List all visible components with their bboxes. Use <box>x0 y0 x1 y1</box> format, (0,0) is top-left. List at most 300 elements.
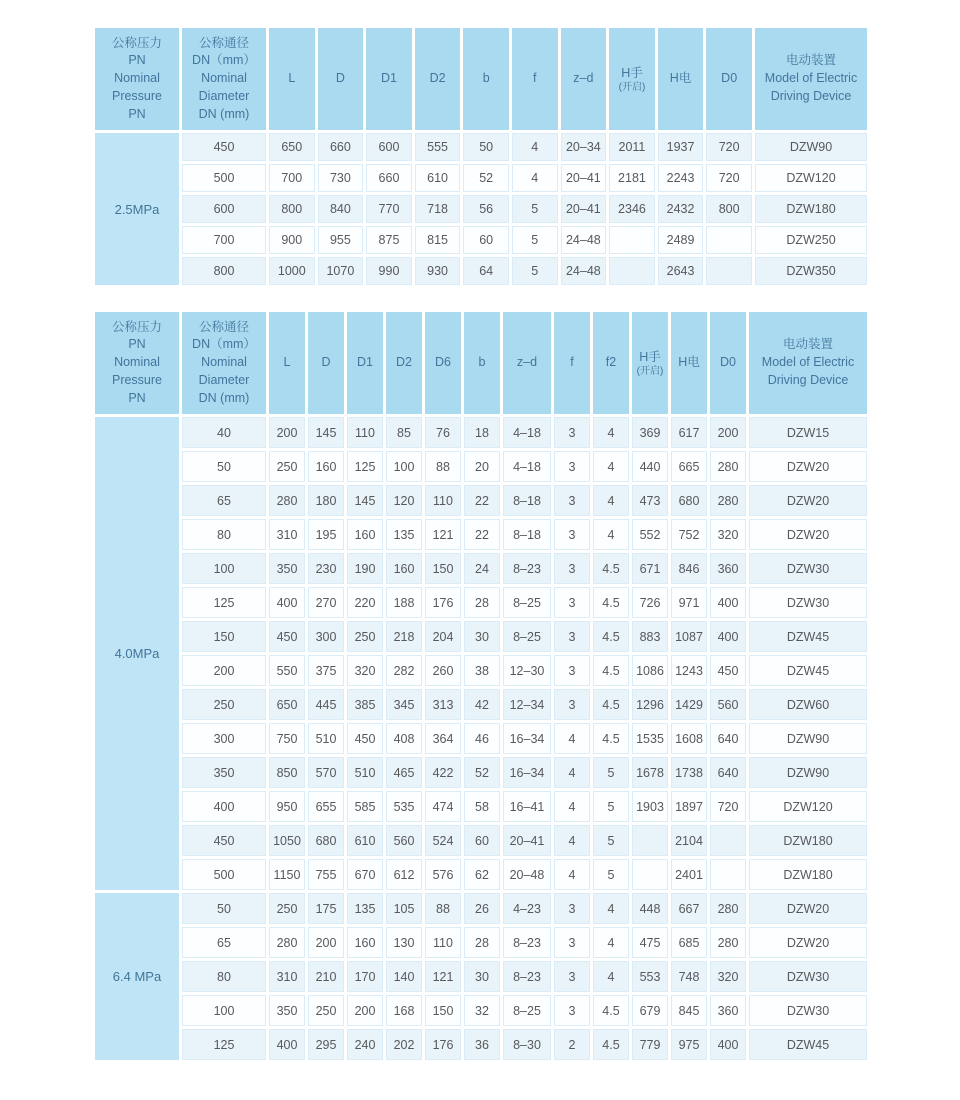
table-cell: 1937 <box>658 133 704 161</box>
table-cell: 80 <box>182 961 266 992</box>
table-cell: 1429 <box>671 689 707 720</box>
table-cell: 250 <box>269 893 305 924</box>
table-cell: 2346 <box>609 195 655 223</box>
column-header-dn <box>182 312 266 414</box>
column-header-D0 <box>706 28 752 130</box>
table-cell: DZW30 <box>749 995 867 1026</box>
table-cell: 510 <box>347 757 383 788</box>
table-cell: 1608 <box>671 723 707 754</box>
table-cell: 200 <box>347 995 383 1026</box>
table-cell: 170 <box>347 961 383 992</box>
table-row <box>95 587 867 618</box>
column-header-D2 <box>386 312 422 414</box>
table-cell: 400 <box>710 587 746 618</box>
table-cell: 679 <box>632 995 668 1026</box>
table-cell: 4–18 <box>503 451 551 482</box>
table-cell: 8–25 <box>503 587 551 618</box>
table-cell: 1678 <box>632 757 668 788</box>
header-line: D6 <box>435 355 451 370</box>
table-cell <box>609 226 655 254</box>
table-cell: 846 <box>671 553 707 584</box>
table-cell: 313 <box>425 689 461 720</box>
table-cell: 121 <box>425 519 461 550</box>
table-cell: 65 <box>182 485 266 516</box>
table-cell: 4 <box>593 893 629 924</box>
table-cell: 250 <box>308 995 344 1026</box>
table-cell <box>632 825 668 856</box>
table-cell: 560 <box>710 689 746 720</box>
header-line: f2 <box>605 355 617 370</box>
table-cell: 4.5 <box>593 621 629 652</box>
header-line: Diameter <box>198 372 250 387</box>
table-row <box>95 723 867 754</box>
table-cell: 850 <box>269 757 305 788</box>
table-cell: 8–18 <box>503 519 551 550</box>
header-line: DN（mm） <box>192 53 256 68</box>
table-cell: 4.5 <box>593 995 629 1026</box>
table-cell: 190 <box>347 553 383 584</box>
table-cell: 280 <box>710 893 746 924</box>
table-cell: 130 <box>386 927 422 958</box>
table-cell: 60 <box>463 226 509 254</box>
table-cell: 553 <box>632 961 668 992</box>
table-cell: 450 <box>182 133 266 161</box>
table-cell: 385 <box>347 689 383 720</box>
table-cell: DZW30 <box>749 961 867 992</box>
table-cell: 280 <box>710 451 746 482</box>
table-cell: 42 <box>464 689 500 720</box>
table-cell: 971 <box>671 587 707 618</box>
table-cell: 8–23 <box>503 553 551 584</box>
table-cell: 770 <box>366 195 412 223</box>
table-cell: 120 <box>386 485 422 516</box>
header-line: 公称压力 <box>111 35 162 50</box>
table-cell: 660 <box>366 164 412 192</box>
table-cell: 610 <box>347 825 383 856</box>
table-row <box>95 257 867 285</box>
table-cell: 560 <box>386 825 422 856</box>
table-cell: 400 <box>182 791 266 822</box>
table-cell: 60 <box>464 825 500 856</box>
column-header-D1 <box>366 28 412 130</box>
table-row <box>95 791 867 822</box>
table-cell: 1535 <box>632 723 668 754</box>
table-cell: 550 <box>269 655 305 686</box>
table-cell <box>706 257 752 285</box>
table-cell: 280 <box>269 485 305 516</box>
table-cell: 110 <box>425 927 461 958</box>
column-header-device <box>749 312 867 414</box>
header-line: Nominal <box>201 71 247 86</box>
table-cell: 2401 <box>671 859 707 890</box>
table-cell <box>706 226 752 254</box>
table-cell: 8–23 <box>503 927 551 958</box>
table-cell: 310 <box>269 519 305 550</box>
column-header-D0 <box>710 312 746 414</box>
table-row <box>95 825 867 856</box>
table-cell: 465 <box>386 757 422 788</box>
table-cell: DZW20 <box>749 485 867 516</box>
table-cell: 26 <box>464 893 500 924</box>
table-cell: 3 <box>554 893 590 924</box>
table-section-pn25 <box>92 25 960 288</box>
table-cell: 280 <box>710 485 746 516</box>
table-cell: 110 <box>425 485 461 516</box>
table-cell: 700 <box>182 226 266 254</box>
table-cell: DZW180 <box>749 859 867 890</box>
table-cell: 1903 <box>632 791 668 822</box>
table-cell: 685 <box>671 927 707 958</box>
table-cell: 4.5 <box>593 723 629 754</box>
table-cell: 930 <box>415 257 461 285</box>
table-cell: 300 <box>308 621 344 652</box>
table-row <box>95 655 867 686</box>
column-header-b <box>464 312 500 414</box>
table-cell: 2643 <box>658 257 704 285</box>
table-cell: 240 <box>347 1029 383 1060</box>
table-cell: 125 <box>182 587 266 618</box>
table-cell: 280 <box>710 927 746 958</box>
table-cell: DZW45 <box>749 621 867 652</box>
header-line: 电动装置 <box>782 337 833 352</box>
table-cell: 440 <box>632 451 668 482</box>
table-cell: 748 <box>671 961 707 992</box>
table-cell: 4 <box>593 417 629 448</box>
table-cell: 320 <box>710 519 746 550</box>
table-cell: DZW30 <box>749 587 867 618</box>
table-cell: 160 <box>386 553 422 584</box>
table-cell: 650 <box>269 689 305 720</box>
table-cell: 40 <box>182 417 266 448</box>
table-cell: 4.5 <box>593 587 629 618</box>
column-header-z-d <box>561 28 607 130</box>
dimension-table-pn40-pn64 <box>92 309 870 1063</box>
table-cell: 3 <box>554 451 590 482</box>
table-row <box>95 133 867 161</box>
table-cell: 1086 <box>632 655 668 686</box>
table-cell: 4 <box>593 485 629 516</box>
table-cell: 176 <box>425 1029 461 1060</box>
table-cell: 250 <box>347 621 383 652</box>
table-cell: 1087 <box>671 621 707 652</box>
table-cell: 150 <box>425 553 461 584</box>
table-cell: 450 <box>269 621 305 652</box>
table-separator <box>92 288 960 309</box>
table-cell: 145 <box>308 417 344 448</box>
header-line: f <box>570 355 574 370</box>
table-header <box>95 28 867 130</box>
header-line: PN <box>128 106 146 121</box>
table-cell: 950 <box>269 791 305 822</box>
table-cell: 350 <box>269 553 305 584</box>
table-cell: 32 <box>464 995 500 1026</box>
pressure-group-cell: 6.4 MPa <box>95 893 179 1060</box>
table-cell: DZW20 <box>749 519 867 550</box>
table-cell: 730 <box>318 164 364 192</box>
table-cell: 5 <box>593 825 629 856</box>
table-cell: 24–48 <box>561 226 607 254</box>
table-cell: 175 <box>308 893 344 924</box>
table-cell: 1296 <box>632 689 668 720</box>
table-cell: 3 <box>554 519 590 550</box>
table-cell: 555 <box>415 133 461 161</box>
table-cell: 8–23 <box>503 961 551 992</box>
table-cell: 100 <box>182 553 266 584</box>
table-cell: DZW15 <box>749 417 867 448</box>
column-header-f2 <box>593 312 629 414</box>
table-cell <box>710 859 746 890</box>
table-cell: 76 <box>425 417 461 448</box>
table-cell: 640 <box>710 757 746 788</box>
table-cell: 200 <box>710 417 746 448</box>
table-cell: 718 <box>415 195 461 223</box>
table-cell: 800 <box>182 257 266 285</box>
column-header-L <box>269 312 305 414</box>
column-header-f <box>554 312 590 414</box>
table-row <box>95 961 867 992</box>
table-cell: 3 <box>554 553 590 584</box>
table-row <box>95 519 867 550</box>
table-cell: 56 <box>463 195 509 223</box>
table-cell: 750 <box>269 723 305 754</box>
table-cell: 422 <box>425 757 461 788</box>
header-line: z–d <box>573 71 594 86</box>
table-cell: 4.5 <box>593 553 629 584</box>
column-header-dn <box>182 28 266 130</box>
header-line: DN（mm） <box>192 337 256 352</box>
table-cell: DZW90 <box>749 723 867 754</box>
table-row <box>95 621 867 652</box>
table-cell: 160 <box>308 451 344 482</box>
header-line: b <box>478 355 486 370</box>
table-row <box>95 485 867 516</box>
table-cell: 230 <box>308 553 344 584</box>
table-cell: 617 <box>671 417 707 448</box>
table-cell: 450 <box>182 825 266 856</box>
table-cell: 16–34 <box>503 757 551 788</box>
table-cell: DZW20 <box>749 893 867 924</box>
table-cell: 8–25 <box>503 995 551 1026</box>
column-header-z-d <box>503 312 551 414</box>
table-cell: 2104 <box>671 825 707 856</box>
table-cell: 610 <box>415 164 461 192</box>
table-cell: 20–41 <box>503 825 551 856</box>
table-cell: 50 <box>463 133 509 161</box>
header-line: Pressure <box>111 88 163 103</box>
table-row <box>95 451 867 482</box>
table-cell: 8–18 <box>503 485 551 516</box>
table-cell: 46 <box>464 723 500 754</box>
column-header-b <box>463 28 509 130</box>
table-cell: 1897 <box>671 791 707 822</box>
table-cell: DZW45 <box>749 655 867 686</box>
table-cell: 110 <box>347 417 383 448</box>
header-line: Nominal <box>201 355 247 370</box>
table-cell: 680 <box>308 825 344 856</box>
table-cell: 552 <box>632 519 668 550</box>
table-cell: 282 <box>386 655 422 686</box>
header-line: f <box>533 71 537 86</box>
table-body <box>95 417 867 1060</box>
table-row <box>95 226 867 254</box>
column-header-h-hand <box>609 28 655 130</box>
table-cell: 270 <box>308 587 344 618</box>
column-header-f <box>512 28 558 130</box>
table-cell: 1070 <box>318 257 364 285</box>
table-cell: 18 <box>464 417 500 448</box>
table-cell: 62 <box>464 859 500 890</box>
table-cell: 445 <box>308 689 344 720</box>
table-cell: 4 <box>593 519 629 550</box>
table-cell: 4 <box>554 859 590 890</box>
table-cell: 16–41 <box>503 791 551 822</box>
table-cell: 1150 <box>269 859 305 890</box>
table-cell: 4 <box>593 451 629 482</box>
table-cell: 670 <box>347 859 383 890</box>
table-cell: 22 <box>464 485 500 516</box>
table-cell: 5 <box>512 195 558 223</box>
table-cell: 5 <box>593 859 629 890</box>
column-header-h-electric <box>671 312 707 414</box>
table-cell: 400 <box>710 621 746 652</box>
header-line: H手 <box>621 65 643 80</box>
table-cell: 755 <box>308 859 344 890</box>
column-header-D <box>308 312 344 414</box>
table-cell: 700 <box>269 164 315 192</box>
table-cell: 1000 <box>269 257 315 285</box>
table-cell: 4 <box>593 961 629 992</box>
table-cell: 655 <box>308 791 344 822</box>
table-cell: 20–34 <box>561 133 607 161</box>
table-cell: 320 <box>710 961 746 992</box>
table-cell: 218 <box>386 621 422 652</box>
table-cell: 360 <box>710 553 746 584</box>
header-line: Driving Device <box>770 88 852 103</box>
header-line: D <box>335 71 345 86</box>
table-cell: 475 <box>632 927 668 958</box>
table-cell: DZW90 <box>755 133 867 161</box>
table-cell: 650 <box>269 133 315 161</box>
header-line: H电 <box>678 355 700 370</box>
table-cell: 220 <box>347 587 383 618</box>
table-cell: 65 <box>182 927 266 958</box>
table-cell: 200 <box>269 417 305 448</box>
table-cell: DZW60 <box>749 689 867 720</box>
table-cell: 28 <box>464 927 500 958</box>
table-cell: 400 <box>710 1029 746 1060</box>
table-cell: 4 <box>554 791 590 822</box>
table-header <box>95 312 867 414</box>
table-row <box>95 689 867 720</box>
table-row <box>95 553 867 584</box>
table-cell: 100 <box>386 451 422 482</box>
table-cell: 726 <box>632 587 668 618</box>
table-cell: 800 <box>269 195 315 223</box>
header-line: DN (mm) <box>198 390 250 405</box>
column-header-D <box>318 28 364 130</box>
column-header-D1 <box>347 312 383 414</box>
column-header-pressure <box>95 312 179 414</box>
table-cell: 4 <box>554 825 590 856</box>
table-cell: 375 <box>308 655 344 686</box>
table-cell: 800 <box>706 195 752 223</box>
table-cell: 3 <box>554 485 590 516</box>
table-cell: 4 <box>554 757 590 788</box>
table-cell: 300 <box>182 723 266 754</box>
table-cell: 5 <box>512 257 558 285</box>
table-cell: 473 <box>632 485 668 516</box>
table-cell: 2 <box>554 1029 590 1060</box>
table-cell: 80 <box>182 519 266 550</box>
table-cell: 2243 <box>658 164 704 192</box>
table-cell: 195 <box>308 519 344 550</box>
table-cell: 22 <box>464 519 500 550</box>
table-cell: 720 <box>706 164 752 192</box>
table-cell: 3 <box>554 621 590 652</box>
table-cell: 250 <box>182 689 266 720</box>
table-cell: 883 <box>632 621 668 652</box>
table-cell: 20–48 <box>503 859 551 890</box>
table-cell: 30 <box>464 621 500 652</box>
table-cell: 204 <box>425 621 461 652</box>
table-cell: 671 <box>632 553 668 584</box>
table-cell: 4 <box>512 133 558 161</box>
column-header-h-hand <box>632 312 668 414</box>
table-cell: 200 <box>182 655 266 686</box>
table-cell: 350 <box>182 757 266 788</box>
header-line: 公称压力 <box>111 319 162 334</box>
table-cell: 450 <box>347 723 383 754</box>
table-cell: DZW90 <box>749 757 867 788</box>
table-cell: 845 <box>671 995 707 1026</box>
table-cell: 200 <box>308 927 344 958</box>
table-cell: 500 <box>182 164 266 192</box>
table-cell: DZW180 <box>755 195 867 223</box>
header-line: PN <box>128 390 146 405</box>
table-cell: 24–48 <box>561 257 607 285</box>
table-cell: 30 <box>464 961 500 992</box>
header-line: z–d <box>516 355 538 370</box>
table-cell: 3 <box>554 995 590 1026</box>
table-cell: DZW20 <box>749 927 867 958</box>
table-cell: 125 <box>182 1029 266 1060</box>
table-cell: 105 <box>386 893 422 924</box>
table-cell: 88 <box>425 893 461 924</box>
table-row <box>95 195 867 223</box>
table-cell <box>632 859 668 890</box>
table-cell: 4–18 <box>503 417 551 448</box>
header-line: D1 <box>380 71 397 86</box>
table-cell: DZW20 <box>749 451 867 482</box>
table-cell: 660 <box>318 133 364 161</box>
header-line: D0 <box>720 355 736 370</box>
header-line: L <box>283 355 291 370</box>
dimension-table-pn25 <box>92 25 870 288</box>
table-cell: 779 <box>632 1029 668 1060</box>
table-cell: 2489 <box>658 226 704 254</box>
table-cell: 140 <box>386 961 422 992</box>
table-cell: 100 <box>182 995 266 1026</box>
table-cell: 1243 <box>671 655 707 686</box>
column-header-D6 <box>425 312 461 414</box>
table-cell: 2181 <box>609 164 655 192</box>
table-cell: 5 <box>512 226 558 254</box>
table-cell: 585 <box>347 791 383 822</box>
table-row <box>95 859 867 890</box>
table-cell: 160 <box>347 519 383 550</box>
table-cell: 612 <box>386 859 422 890</box>
table-cell: 16–34 <box>503 723 551 754</box>
